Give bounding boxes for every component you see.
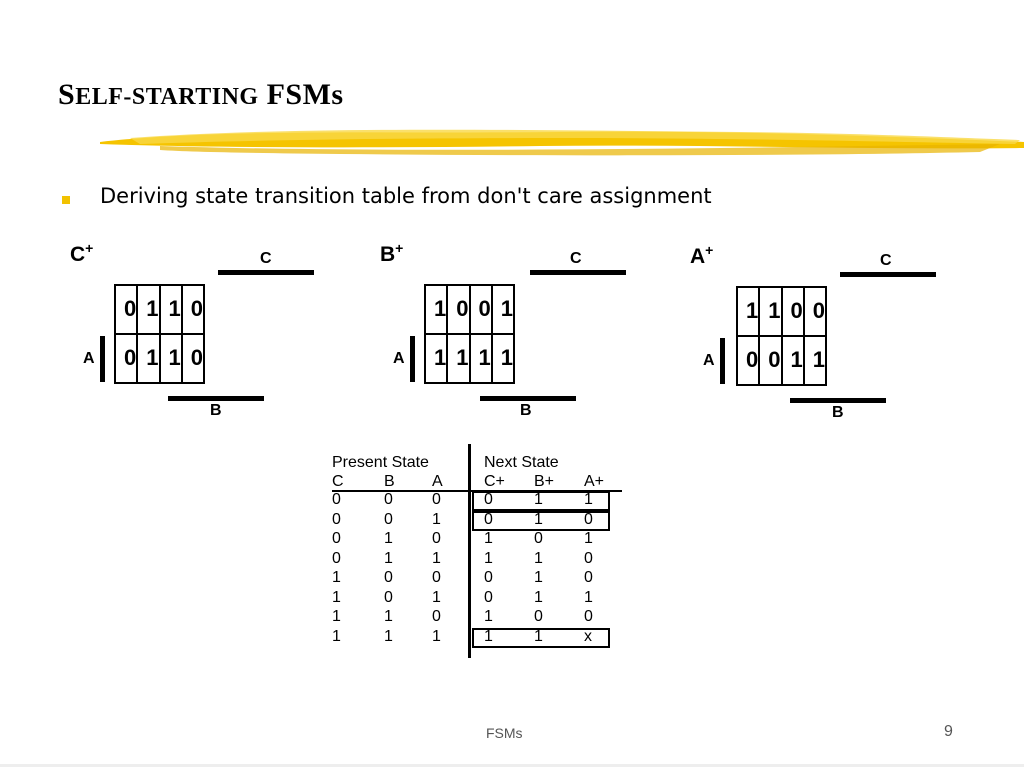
kmap-cell: 1 [804, 336, 826, 385]
kmap-cell: 0 [115, 285, 137, 334]
kmap-title: A+ [690, 242, 714, 268]
table-cell-next-c: 0 [484, 588, 493, 606]
table-col-header-present-b: B [384, 473, 395, 490]
table-cell-next-b: 1 [534, 588, 543, 606]
table-cell-present-b: 0 [384, 491, 393, 508]
highlighted-row-box [472, 491, 610, 511]
bullet-text: Deriving state transition table from don't care assignment [100, 184, 712, 208]
kmap-cell: 1 [160, 285, 182, 334]
kmap-cell: 0 [182, 334, 204, 383]
kmap-col-label: C [570, 250, 582, 267]
kmap-col-label: C [880, 252, 892, 269]
table-cell-present-a: 0 [432, 608, 441, 625]
kmap-cell: 1 [470, 334, 492, 383]
kmap-title: C+ [70, 240, 94, 266]
kmap-title: B+ [380, 240, 404, 266]
kmap-row-bar [410, 336, 415, 382]
kmap-grid [736, 286, 827, 386]
table-cell-next-a: 1 [584, 588, 593, 606]
kmap-cell: 0 [115, 334, 137, 383]
kmap-row-bar [100, 336, 105, 382]
kmap-cell: 0 [782, 287, 804, 336]
table-cell-present-c: 1 [332, 569, 341, 586]
kmap-col-bar [218, 270, 314, 275]
table-cell-next-a: 0 [584, 608, 593, 625]
table-cell-present-c: 0 [332, 549, 341, 567]
table-cell-present-b: 1 [384, 549, 393, 567]
table-cell-present-c: 0 [332, 491, 341, 508]
kmap-cell: 0 [804, 287, 826, 336]
table-cell-next-a: 0 [584, 549, 593, 567]
kmap-row-label: A [393, 350, 405, 367]
table-cell-present-a: 1 [432, 549, 441, 567]
table-cell-present-a: 0 [432, 530, 441, 547]
kmap-cell: 1 [160, 334, 182, 383]
table-cell-present-c: 1 [332, 627, 341, 645]
kmap-bottom-bar [790, 398, 886, 403]
table-cell-present-a: 0 [432, 491, 441, 508]
kmap-cell: 1 [425, 334, 447, 383]
present-state-header: Present State [332, 454, 429, 471]
table-col-header-next-c: C+ [484, 473, 505, 490]
kmap-bottom-label: B [210, 402, 222, 419]
table-cell-present-b: 1 [384, 627, 393, 645]
kmap-bottom-label: B [520, 402, 532, 419]
table-cell-next-c: 0 [484, 510, 493, 528]
bullet-marker [62, 196, 70, 204]
table-cell-next-a: 1 [584, 491, 593, 508]
next-state-header: Next State [484, 454, 559, 471]
kmap-col-bar [530, 270, 626, 275]
table-cell-present-a: 0 [432, 569, 441, 586]
page-number: 9 [944, 723, 953, 740]
table-cell-present-b: 0 [384, 510, 393, 528]
table-cell-present-a: 1 [432, 627, 441, 645]
table-cell-next-b: 1 [534, 627, 543, 645]
table-cell-present-b: 1 [384, 608, 393, 625]
kmap-col-bar [840, 272, 936, 277]
kmap-row-bar [720, 338, 725, 384]
table-cell-next-a: x [584, 627, 592, 645]
table-cell-present-b: 0 [384, 588, 393, 606]
table-cell-next-c: 1 [484, 530, 493, 547]
table-cell-present-c: 1 [332, 608, 341, 625]
table-divider-vertical [468, 444, 471, 658]
table-cell-next-c: 1 [484, 549, 493, 567]
table-cell-next-b: 1 [534, 549, 543, 567]
kmap-cell: 1 [492, 285, 514, 334]
kmap-cell: 0 [759, 336, 781, 385]
table-col-header-present-a: A [432, 473, 443, 490]
kmap-bottom-label: B [832, 404, 844, 421]
table-cell-next-b: 0 [534, 530, 543, 547]
kmap-bottom-bar [168, 396, 264, 401]
kmap-cell: 1 [137, 334, 159, 383]
kmap-grid [424, 284, 515, 384]
kmap-cell: 0 [470, 285, 492, 334]
kmap-bottom-bar [480, 396, 576, 401]
table-col-header-next-a: A+ [584, 473, 605, 490]
title-underline-swoosh [100, 120, 1024, 160]
table-cell-present-c: 0 [332, 530, 341, 547]
footer-text: FSMs [486, 725, 523, 741]
table-cell-present-b: 1 [384, 530, 393, 547]
table-cell-present-c: 0 [332, 510, 341, 528]
table-cell-next-c: 1 [484, 627, 493, 645]
kmap-cell: 1 [737, 287, 759, 336]
table-col-header-present-c: C [332, 473, 344, 490]
kmap-cell: 1 [447, 334, 469, 383]
highlighted-row-box [472, 628, 610, 648]
table-col-header-next-b: B+ [534, 473, 555, 490]
table-cell-next-a: 0 [584, 569, 593, 586]
kmap-cell: 1 [425, 285, 447, 334]
table-cell-next-c: 0 [484, 569, 493, 586]
table-cell-next-a: 1 [584, 530, 593, 547]
table-cell-present-b: 0 [384, 569, 393, 586]
kmap-cell: 1 [137, 285, 159, 334]
kmap-row-label: A [703, 352, 715, 369]
kmap-cell: 0 [737, 336, 759, 385]
table-cell-present-a: 1 [432, 510, 441, 528]
kmap-cell: 0 [447, 285, 469, 334]
kmap-cell: 1 [782, 336, 804, 385]
kmap-col-label: C [260, 250, 272, 267]
kmap-row-label: A [83, 350, 95, 367]
table-cell-next-b: 1 [534, 491, 543, 508]
kmap-cell: 1 [759, 287, 781, 336]
table-cell-next-c: 1 [484, 608, 493, 625]
slide-title: SELF-STARTING FSMs [58, 78, 344, 111]
table-cell-next-b: 1 [534, 569, 543, 586]
kmap-cell: 1 [492, 334, 514, 383]
table-cell-next-b: 1 [534, 510, 543, 528]
table-cell-next-a: 0 [584, 510, 593, 528]
table-cell-present-a: 1 [432, 588, 441, 606]
kmap-grid [114, 284, 205, 384]
table-cell-next-c: 0 [484, 491, 493, 508]
table-cell-present-c: 1 [332, 588, 341, 606]
highlighted-row-box [472, 511, 610, 531]
kmap-cell: 0 [182, 285, 204, 334]
table-cell-next-b: 0 [534, 608, 543, 625]
